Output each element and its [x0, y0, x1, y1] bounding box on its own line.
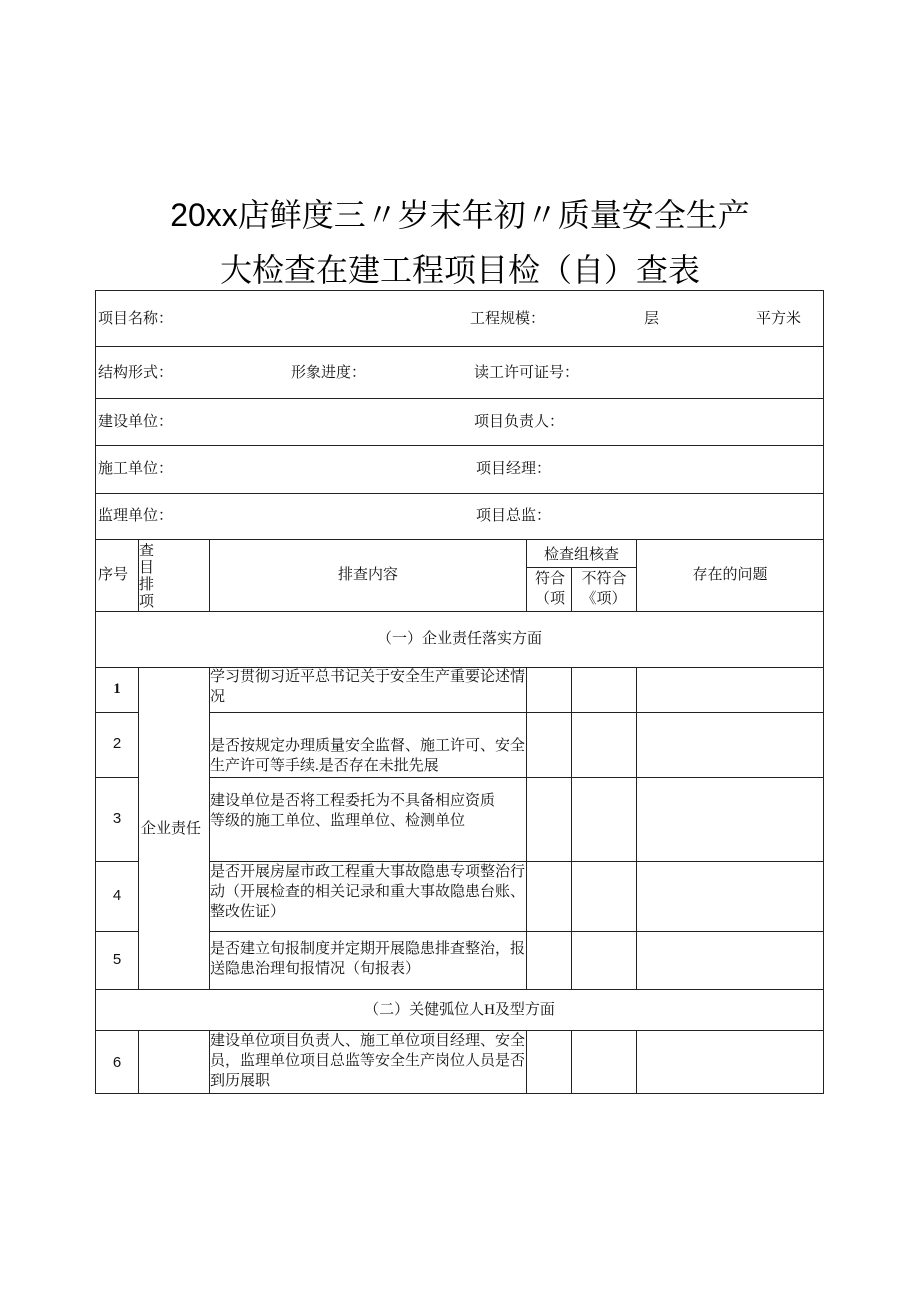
- project-name-label: 项目名称：: [98, 311, 174, 327]
- col-divider: [138, 667, 139, 989]
- row-seq: 6: [112, 1054, 122, 1071]
- permit-number-label: 读工许可证号：: [474, 365, 580, 381]
- row-divider: [96, 611, 823, 612]
- row-content: 是否开展房屋市政工程重大事故隐患专项整治行动（开展检查的相关记录和重大事故隐患台账、整改佐证）: [210, 864, 526, 920]
- col-divider: [571, 567, 572, 611]
- row-divider: [526, 567, 636, 568]
- header-content: 排查内容: [337, 567, 398, 583]
- category-label: 企业责任: [141, 821, 202, 837]
- header-seq: 序号: [98, 567, 129, 583]
- col-divider: [636, 1030, 637, 1093]
- floors-unit: 层: [644, 311, 660, 327]
- row-seq: 5: [112, 951, 122, 968]
- row-content: 是否按规定办理质量安全监督、施工许可、安全生产许可等手续.是否存在未批先展: [210, 738, 526, 774]
- progress-label: 形象进度：: [291, 365, 367, 381]
- row-seq: 2: [112, 735, 122, 752]
- contractor-label: 施工单位：: [98, 461, 174, 477]
- row-divider: [209, 777, 823, 778]
- row-seq: 3: [112, 810, 122, 827]
- row-divider: [96, 777, 138, 778]
- row-divider: [96, 493, 823, 494]
- col-divider: [526, 1030, 527, 1093]
- page-title-line2: 大检查在建工程项目检（自）查表: [219, 252, 700, 288]
- page-title-line1: 20xx店鲜度三〃岁末年初〃质量安全生产: [170, 197, 750, 233]
- row-divider: [96, 346, 823, 347]
- inspection-table: [95, 290, 824, 1094]
- row-seq: 1: [113, 681, 121, 697]
- header-nonconform: 不符合《项）: [581, 571, 627, 607]
- row-divider: [96, 989, 823, 990]
- header-item: 查目排项: [139, 543, 155, 609]
- chief-supervisor-label: 项目总监：: [476, 508, 552, 524]
- col-divider: [571, 1030, 572, 1093]
- header-problems: 存在的问题: [692, 567, 768, 583]
- row-content: 建设单位项目负责人、施工单位项目经理、安全员，监理单位项目总监等安全生产岗位人员是否到历展职: [210, 1033, 526, 1089]
- project-manager-label: 项目经理：: [476, 461, 552, 477]
- row-divider: [96, 398, 823, 399]
- header-conform: 符合（项: [534, 571, 565, 607]
- col-divider: [636, 667, 637, 989]
- row-seq: 4: [112, 887, 122, 904]
- row-divider: [96, 712, 138, 713]
- row-content: 学习贯彻习近平总书记关于安全生产重要论述情况: [210, 669, 526, 705]
- header-group-check: 检查组核查: [543, 547, 619, 563]
- col-divider: [571, 667, 572, 989]
- area-unit: 平方米: [756, 311, 802, 327]
- row-divider: [96, 445, 823, 446]
- project-leader-label: 项目负责人：: [474, 414, 565, 430]
- section-title: （二）关健弧位人H及型方面: [364, 1002, 555, 1018]
- col-divider: [526, 667, 527, 989]
- structure-label: 结构形式：: [98, 365, 174, 381]
- supervisor-label: 监理单位：: [98, 508, 174, 524]
- row-content: 是否建立旬报制度并定期开展隐患排查整治，报送隐患治理旬报情况（旬报表）: [210, 941, 526, 977]
- section-title: （一）企业责任落实方面: [376, 631, 542, 647]
- row-divider: [209, 931, 823, 932]
- scale-label: 工程规模：: [470, 311, 546, 327]
- row-divider: [96, 931, 138, 932]
- row-divider: [96, 539, 823, 540]
- row-content: 建设单位是否将工程委托为不具备相应资质等级的施工单位、监理单位、检测单位: [210, 793, 496, 829]
- col-divider: [138, 1030, 139, 1093]
- builder-label: 建设单位：: [98, 414, 174, 430]
- row-divider: [96, 861, 138, 862]
- row-divider: [209, 712, 823, 713]
